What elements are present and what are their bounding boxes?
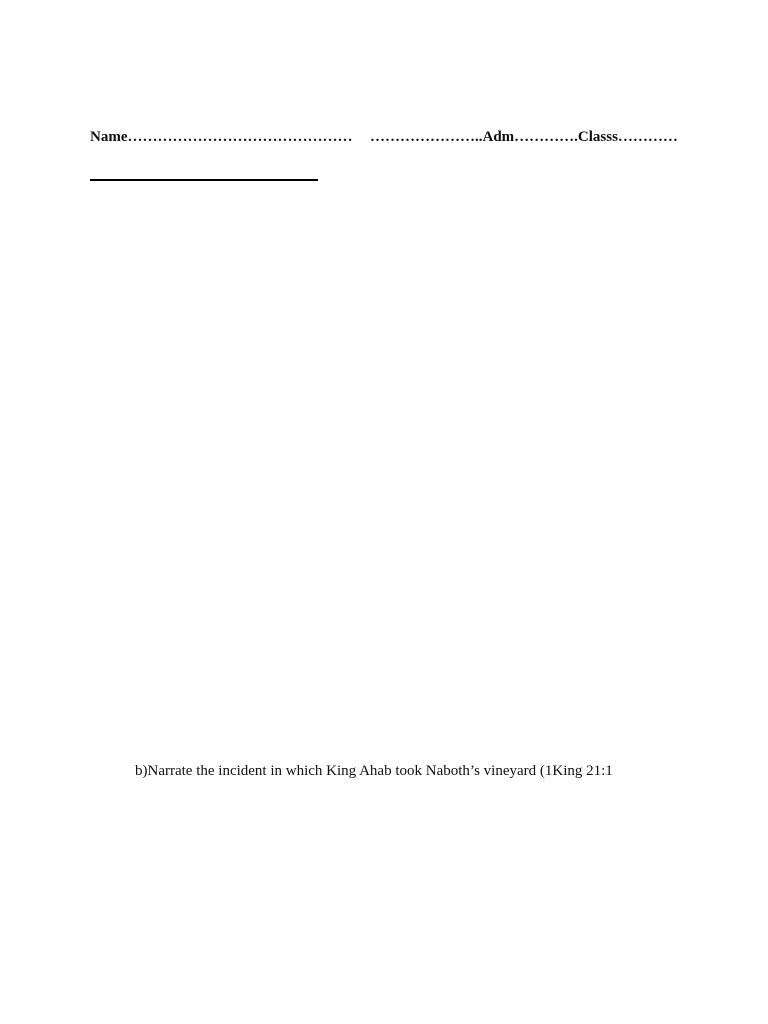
name-field: Name……………………………………… <box>90 129 353 145</box>
horizontal-rule <box>90 179 318 181</box>
student-details-line <box>90 129 678 146</box>
question-b: b)Narrate the incident in which King Ahab took Naboth’s vineyard (1King 21:1 <box>135 763 613 779</box>
adm-class-field: …………………..Adm………….Classs………… <box>370 129 678 145</box>
